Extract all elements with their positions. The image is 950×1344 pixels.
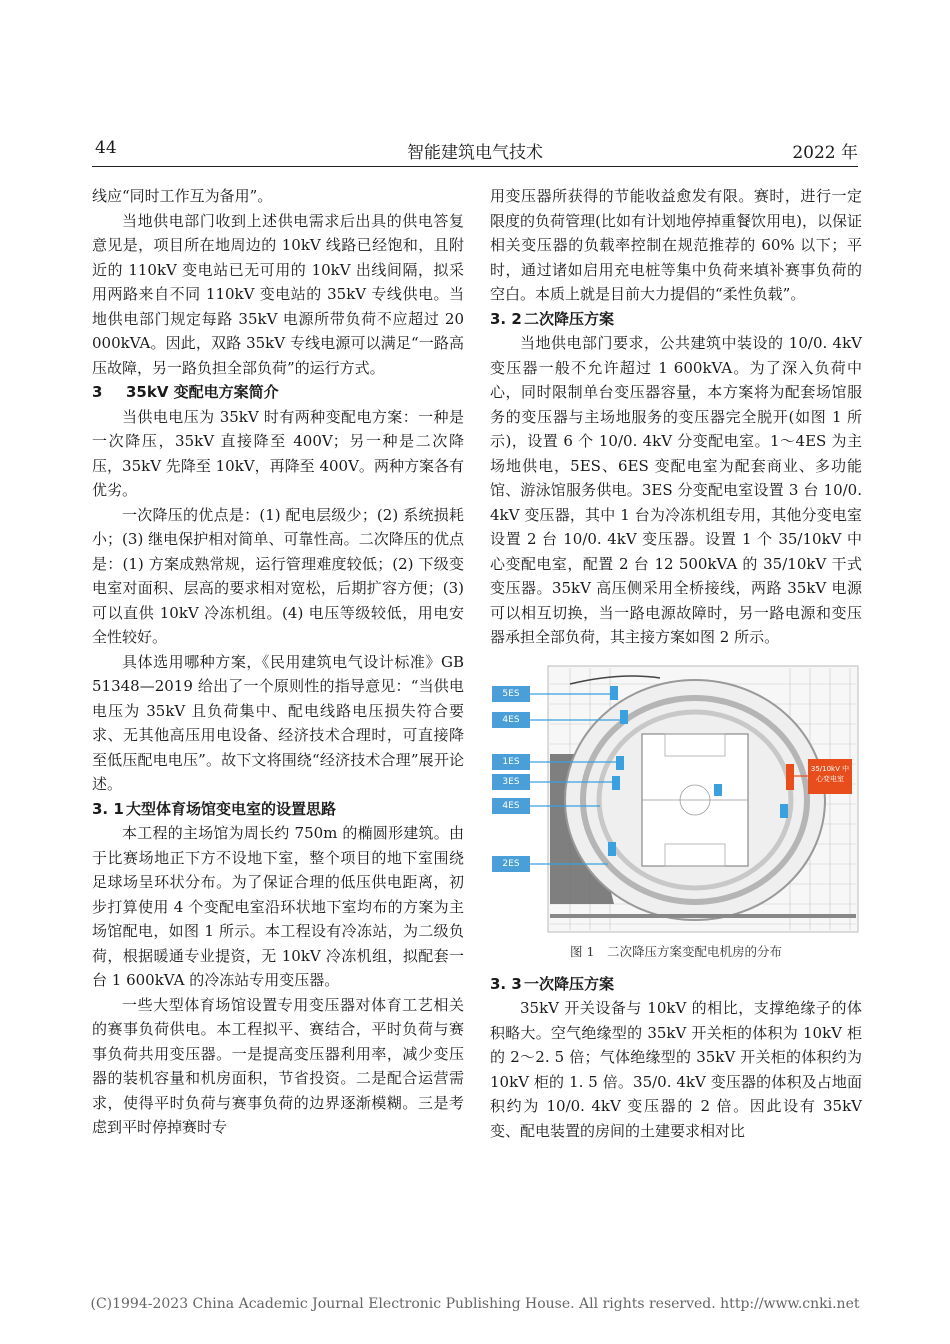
figure-caption: 图 1 二次降压方案变配电机房的分布 <box>570 943 782 959</box>
header-rule <box>92 166 858 167</box>
section-heading-3-2 <box>490 307 862 332</box>
section-number: 3. 2 <box>490 309 522 328</box>
right-column <box>490 184 862 1143</box>
paragraph: 一次降压的优点是：(1) 配电层级少；(2) 系统损耗小；(3) 继电保护相对简单、可靠性高。二次降压的优点是：(1) 方案成熟常规，运行管理难度较低；(2) 下级变电室对面积、层高的要求相对宽松，后期扩容方便；(3) 可以直供 10kV 冷冻机组。(4) 电压等级较低，用电安全性较好。 <box>92 505 464 646</box>
paragraph: 当地供电部门要求，公共建筑中装设的 10/0. 4kV 变压器一般不允许超过 1 600kVA。为了深入负荷中心，同时限制单台变压器容量，本方案将为配套场馆服务的变压器与主场地服务的变压器完全脱开(如图 1 所示)，设置 6 个 10/0. 4kV 分变配电室。1～4ES 为主场地供电，5ES、6ES 变配电室为配套商业、多功能馆、游泳馆服务供电。3ES 分变配电室设置 3 台 10/0. 4kV 变压器，其中 1 台为冷冻机组专用，其他分变电室设置 2 台 10/0. 4kV 变压器。设置 1 个 35/10kV 中心变配电室，配置 2 台 12 500kVA 的 35/10kV 干式变压器。35kV 高压侧采用全桥接线，两路 35kV 电源可以相互切换，当一路电源故障时，另一路电源和变压器承担全部负荷，其主接方案如图 2 所示。 <box>490 334 862 646</box>
paragraph: 当地供电部门收到上述供电需求后出具的供电答复意见是，项目所在地周边的 10kV 线路已经饱和，且附近的 110kV 变电站已无可用的 10kV 出线间隔，拟采用两路来自不同 110kV 变电站的 35kV 专线供电。当地供电部门规定每路 35kV 电源所带负荷不应超过 20 000kVA。因此，双路 35kV 专线电源可以满足“一路高压故障，另一路负担全部负荷”的运行方式。 <box>92 211 464 377</box>
central-substation-label <box>808 759 852 794</box>
copyright-footer: (C)1994-2023 China Academic Journal Electronic Publishing House. All rights reserved. http://www.cnki.net <box>90 1296 860 1312</box>
page-number: 44 <box>95 138 117 158</box>
paragraph: 线应“同时工作互为备用”。 <box>92 187 273 205</box>
left-column <box>92 184 464 1140</box>
substation-label-4es-lower: 4ES <box>492 798 530 814</box>
substation-label-5es: 5ES <box>492 686 530 702</box>
section-title: 一次降压方案 <box>524 974 615 993</box>
journal-title: 智能建筑电气技术 <box>407 143 543 163</box>
publication-year: 2022 年 <box>792 143 858 163</box>
figure-1-floor-plan <box>490 664 862 934</box>
central-label-line-1: 35/10kV 中 <box>810 764 850 773</box>
paragraph: 具体选用哪种方案，《民用建筑电气设计标准》GB 51348—2019 给出了一个原则性的指导意见：“当供电电压为 35kV 且负荷集中、配电线路电压损失符合要求、无其他高压用电设备、经济技术合理时，可直接降至低压配电电压”。故下文将围绕“经济技术合理”展开论述。 <box>92 652 464 793</box>
section-number: 3. 1 <box>92 799 124 818</box>
paragraph: 本工程的主场馆为周长约 750m 的椭圆形建筑。由于比赛场地正下方不设地下室，整个项目的地下室围绕足球场呈环状分布。为了保证合理的低压供电距离，初步打算使用 4 个变配电室沿环状地下室均布的方案为主场馆配电，如图 1 所示。本工程设有冷冻站，为二级负荷，根据暖通专业提资，无 10kV 冷冻机组，拟配套一台 1 600kVA 的冷冻站专用变压器。 <box>92 824 464 989</box>
section-title: 大型体育场馆变电室的设置思路 <box>126 799 337 818</box>
substation-label-1es: 1ES <box>492 754 530 770</box>
paragraph: 35kV 开关设备与 10kV 的相比，支撑绝缘子的体积略大。空气绝缘型的 35kV 开关柜的体积为 10kV 柜的 2～2. 5 倍；气体绝缘型的 35kV 开关柜的体积约为 10kV 柜的 1. 5 倍。35/0. 4kV 变压器的体积及占地面积约为 10/0. 4kV 变压器的 2 倍。因此设有 35kV 变、配电装置的房间的土建要求相对比 <box>490 999 862 1140</box>
substation-label-3es: 3ES <box>492 774 530 790</box>
section-heading-3 <box>92 380 464 405</box>
substation-label-4es: 4ES <box>492 712 530 728</box>
substation-label-2es: 2ES <box>492 856 530 872</box>
section-number: 3. 3 <box>490 974 522 993</box>
section-title: 35kV 变配电方案简介 <box>126 383 279 401</box>
paragraph: 当供电电压为 35kV 时有两种变配电方案：一种是一次降压，35kV 直接降至 400V；另一种是二次降压，35kV 先降至 10kV，再降至 400V。两种方案各有优劣。 <box>92 407 464 499</box>
central-label-line-2: 心变电室 <box>816 774 844 783</box>
paragraph: 一些大型体育场馆设置专用变压器对体育工艺相关的赛事负荷供电。本工程拟平、赛结合，平时负荷与赛事负荷共用变压器。一是提高变压器利用率，减少变压器的装机容量和机房面积，节省投资。二是配合运营需求，使得平时负荷与赛事负荷的边界逐渐模糊。三是考虑到平时停掉赛时专 <box>92 995 464 1136</box>
section-heading-3-3 <box>490 972 862 997</box>
section-heading-3-1 <box>92 797 464 822</box>
section-title: 二次降压方案 <box>524 309 615 328</box>
paragraph: 用变压器所获得的节能收益愈发有限。赛时，进行一定限度的负荷管理(比如有计划地停掉重餐饮用电)，以保证相关变压器的负载率控制在规范推荐的 60% 以下；平时，通过诸如启用充电桩等集中负荷来填补赛事负荷的空白。本质上就是目前大力提倡的“柔性负载”。 <box>490 187 862 303</box>
floor-plan-drawing <box>490 664 862 934</box>
section-number: 3 <box>92 383 103 401</box>
